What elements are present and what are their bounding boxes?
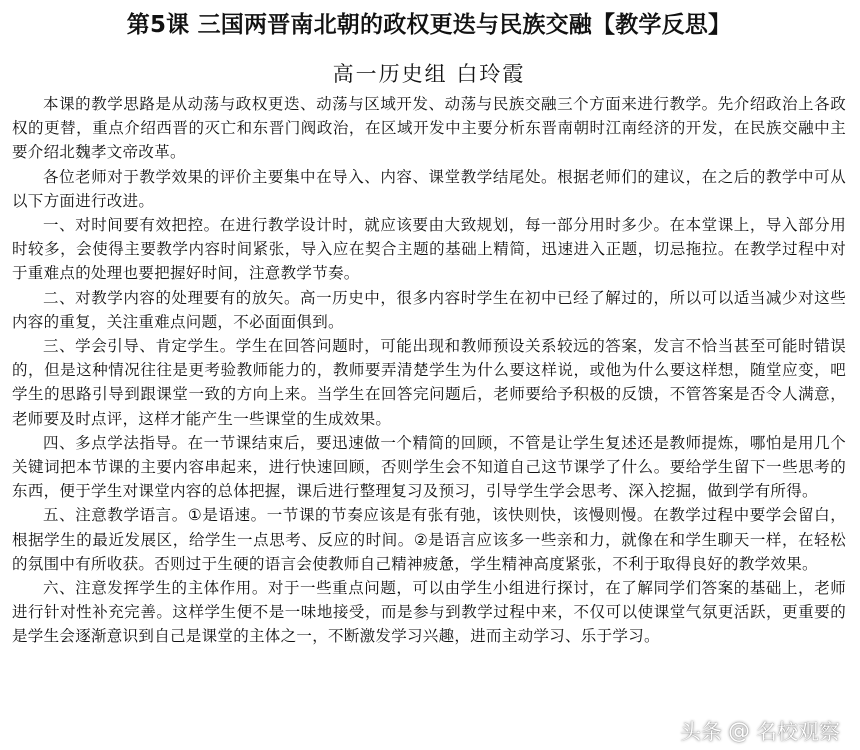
document-title: 第5课 三国两晋南北朝的政权更迭与民族交融【教学反思】 [126, 12, 732, 38]
source-watermark [680, 714, 840, 748]
watermark-name: 名校观察 [756, 720, 840, 744]
paragraph-evaluation: 各位老师对于教学效果的评价主要集中在导入、内容、课堂教学结尾处。根据老师们的建议，在之后的教学中可从以下方面进行改进。 [12, 167, 846, 210]
paragraph-point-5: 五、注意教学语言。①是语速。一节课的节奏应该是有张有弛，该快则快，该慢则慢。在教学过程中要学会留白，根据学生的最近发展区，给学生一点思考、反应的时间。②是语言应该多一些亲和力，就像在和学生聊天一样，在轻松的氛围中有所收获。否则过于生硬的语言会使教师自己精神疲惫，学生精神高度紧张，不利于取得良好的教学效果。 [12, 506, 846, 573]
paragraph-intro: 本课的教学思路是从动荡与政权更迭、动荡与区域开发、动荡与民族交融三个方面来进行教学。先介绍政治上各政权的更替，重点介绍西晋的灭亡和东晋门阀政治，在区域开发中主要分析东晋南朝时江南经济的开发，在民族交融中主要介绍北魏孝文帝改革。 [12, 95, 846, 162]
author-line: 高一历史组 白玲霞 [332, 62, 526, 86]
watermark-prefix: 头条 [680, 720, 722, 744]
document-body [12, 92, 846, 649]
paragraph-point-2: 二、对教学内容的处理要有的放矢。高一历史中，很多内容时学生在初中已经了解过的，所以可以适当减少对这些内容的重复，关注重难点问题，不必面面俱到。 [12, 288, 846, 331]
paragraph-point-6: 六、注意发挥学生的主体作用。对于一些重点问题，可以由学生小组进行探讨，在了解同学们答案的基础上，老师进行针对性补充完善。这样学生便不是一味地接受，而是参与到教学过程中来，不仅可以使课堂气氛更活跃，更重要的是学生会逐渐意识到自己是课堂的主体之一，不断激发学习兴趣，进而主动学习、乐于学习。 [12, 579, 846, 646]
paragraph-point-3: 三、学会引导、肯定学生。学生在回答问题时，可能出现和教师预设关系较远的答案，发言不恰当甚至可能时错误的，但是这种情况往往是更考验教师能力的，教师要弄清楚学生为什么要这样说，或他为什么要这样想，随堂应变，吧学生的思路引导到跟课堂一致的方向上来。当学生在回答完问题后，老师要给予积极的反馈，不管答案是否令人满意，老师要及时点评，这样才能产生一些课堂的生成效果。 [12, 337, 846, 428]
paragraph-point-1: 一、对时间要有效把控。在进行教学设计时，就应该要由大致规划，每一部分用时多少。在本堂课上，导入部分用时较多，会使得主要教学内容时间紧张，导入应在契合主题的基础上精简，迅速进入正题，切忌拖拉。在教学过程中对于重难点的处理也要把握好时间，注意教学节奏。 [12, 216, 846, 283]
paragraph-point-4: 四、多点学法指导。在一节课结束后，要迅速做一个精简的回顾，不管是让学生复述还是教师提炼，哪怕是用几个关键词把本节课的主要内容串起来，进行快速回顾，否则学生会不知道自己这节课学了什么。要给学生留下一些思考的东西，便于学生对课堂内容的总体把握，课后进行整理复习及预习，引导学生学会思考、深入挖掘，做到学有所得。 [12, 433, 846, 501]
at-icon: @ [728, 718, 750, 744]
